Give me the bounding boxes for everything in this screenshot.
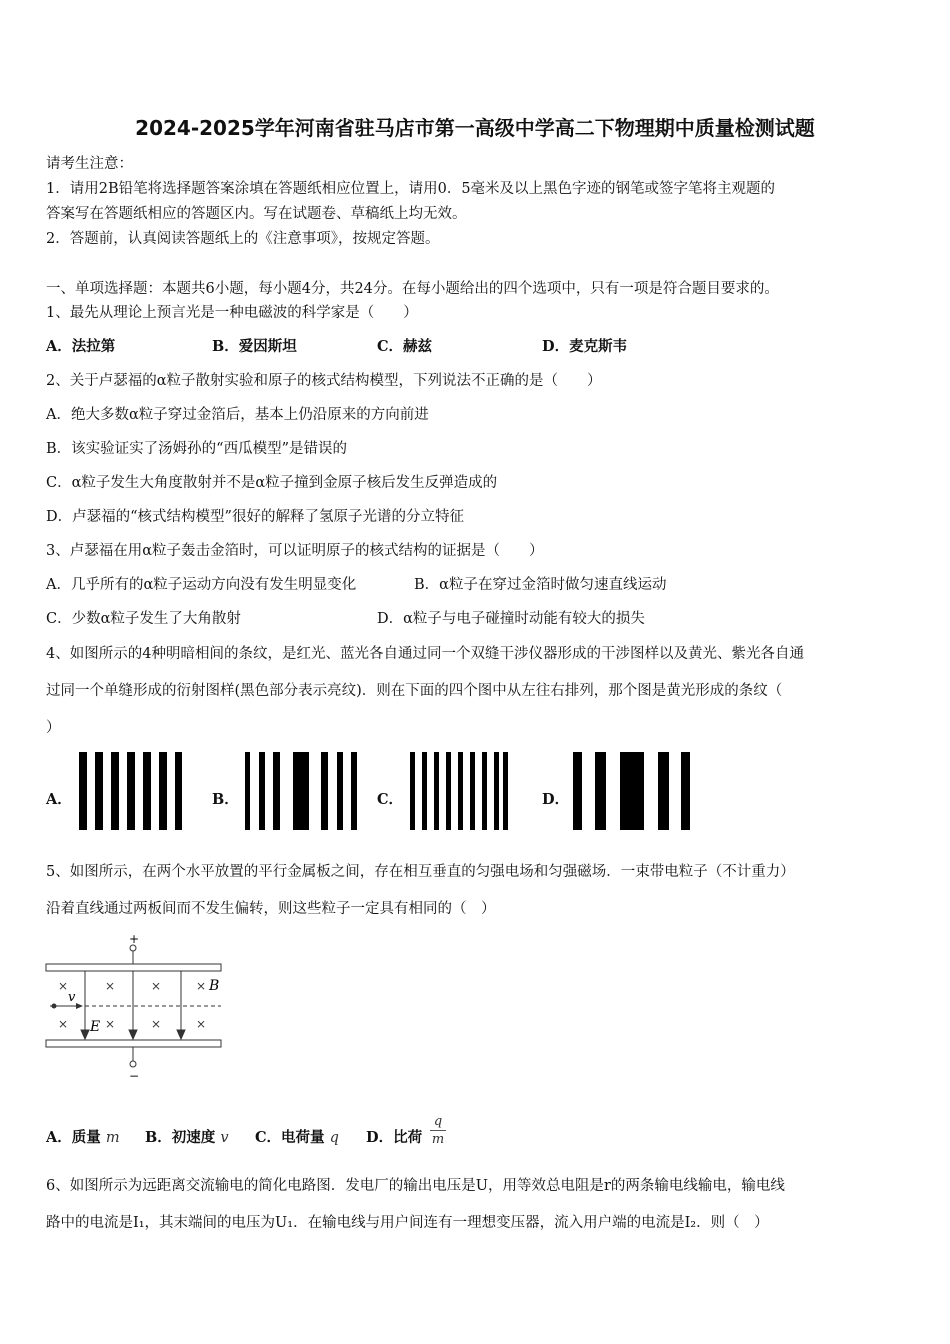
q3-option-d: D．α粒子与电子碰撞时动能有较大的损失 xyxy=(377,611,645,627)
q6-stem-line-1: 6、如图所示为远距离交流输电的简化电路图．发电厂的输出电压是U，用等效总电阻是r的两条输电线输电，输电线 xyxy=(46,1178,785,1194)
bottom-terminal xyxy=(130,1061,136,1067)
magnetic-cross: × xyxy=(151,979,162,993)
q5-stem-line-1: 5、如图所示，在两个水平放置的平行金属板之间，存在相互垂直的匀强电场和匀强磁场．一束带电粒子（不计重力） xyxy=(46,864,795,880)
q3-option-c: C．少数α粒子发生了大角散射 xyxy=(46,611,241,627)
notice-item-1-line-1: 1．请用2B铅笔将选择题答案涂填在答题纸相应位置上，请用0．5毫米及以上黑色字迹的钢笔或签字笔将主观题的 xyxy=(46,181,776,197)
q1-option-b: B．爱因斯坦 xyxy=(212,338,297,355)
q5-option-d-label: D．比荷 xyxy=(366,1129,423,1146)
q5-option-b-label: B．初速度 xyxy=(145,1129,216,1146)
bottom-plate xyxy=(46,1040,221,1047)
fig-B-label: B xyxy=(209,978,220,994)
q5-option-a-label: A．质量 xyxy=(46,1129,101,1146)
q1-option-c: C．赫兹 xyxy=(377,338,433,355)
magnetic-cross: × xyxy=(196,979,207,993)
q1-option-a: A．法拉第 xyxy=(46,338,116,355)
q4-fringe-a xyxy=(78,752,183,830)
fig-v-label: v xyxy=(68,990,76,1005)
q4-option-b-label: B． xyxy=(212,791,239,808)
fig-E-label: E xyxy=(90,1019,101,1035)
section-1-heading: 一、单项选择题：本题共6小题，每小题4分，共24分。在每小题给出的四个选项中，只有一项是符合题目要求的。 xyxy=(46,281,779,297)
q4-option-a-label: A． xyxy=(46,791,72,808)
page-title: 2024-2025学年河南省驻马店市第一高级中学高二下物理期中质量检测试题 xyxy=(135,116,815,140)
q3-option-a: A．几乎所有的α粒子运动方向没有发生明显变化 xyxy=(46,577,357,593)
notice-heading: 请考生注意： xyxy=(46,156,133,172)
q6-stem-line-2: 路中的电流是I₁，其末端间的电压为U₁．在输电线与用户间连有一理想变压器，流入用户端的电流是I₂．则（ ） xyxy=(46,1215,769,1231)
magnetic-cross: × xyxy=(196,1017,207,1031)
fig-plus-label: + xyxy=(129,932,140,946)
q5-option-a-symbol: m xyxy=(105,1130,120,1146)
q4-stem-line-1: 4、如图所示的4种明暗相间的条纹，是红光、蓝光各自通过同一个双缝干涉仪器形成的干涉图样以及黄光、紫光各自通 xyxy=(46,646,804,662)
q2-option-a: A．绝大多数α粒子穿过金箔后，基本上仍沿原来的方向前进 xyxy=(46,407,429,423)
magnetic-cross: × xyxy=(58,1017,69,1031)
particle xyxy=(52,1004,57,1009)
notice-item-1-line-2: 答案写在答题纸相应的答题区内。写在试题卷、草稿纸上均无效。 xyxy=(46,206,467,222)
magnetic-cross: × xyxy=(151,1017,162,1031)
q4-fringe-b xyxy=(244,752,359,830)
q3-stem: 3、卢瑟福在用α粒子轰击金箔时，可以证明原子的核式结构的证据是（ ） xyxy=(46,543,544,559)
q3-option-b: B．α粒子在穿过金箔时做匀速直线运动 xyxy=(414,577,667,593)
q5-option-b-symbol: v xyxy=(220,1130,229,1146)
q4-stem-line-3: ） xyxy=(46,720,61,736)
q5-option-c xyxy=(255,1126,339,1147)
q5-option-c-label: C．电荷量 xyxy=(255,1129,325,1146)
q1-stem: 1、最先从理论上预言光是一种电磁波的科学家是（ ） xyxy=(46,305,418,321)
q5-figure xyxy=(40,928,240,1088)
q5-option-d-fraction xyxy=(430,1114,446,1147)
q5-option-c-symbol: q xyxy=(329,1130,339,1146)
q4-fringe-d xyxy=(572,752,692,830)
q1-option-d: D．麦克斯韦 xyxy=(542,338,628,355)
magnetic-cross: × xyxy=(58,979,69,993)
q5-stem-line-2: 沿着直线通过两板间而不发生偏转，则这些粒子一定具有相同的（ ） xyxy=(46,901,496,917)
q2-stem: 2、关于卢瑟福的α粒子散射实验和原子的核式结构模型，下列说法不正确的是（ ） xyxy=(46,373,602,389)
notice-item-2: 2．答题前，认真阅读答题纸上的《注意事项》，按规定答题。 xyxy=(46,231,440,247)
magnetic-cross: × xyxy=(105,1017,116,1031)
q4-fringe-c xyxy=(409,752,509,830)
fig-minus-label: − xyxy=(129,1069,140,1083)
q2-option-b: B．该实验证实了汤姆孙的“西瓜模型”是错误的 xyxy=(46,441,347,457)
top-plate xyxy=(46,964,221,971)
q2-option-d: D．卢瑟福的“核式结构模型”很好的解释了氢原子光谱的分立特征 xyxy=(46,509,464,525)
q4-option-d-label: D． xyxy=(542,791,570,808)
fraction-numerator: q xyxy=(433,1114,443,1129)
q4-option-c-label: C． xyxy=(377,791,404,808)
magnetic-cross: × xyxy=(105,979,116,993)
q4-stem-line-2: 过同一个单缝形成的衍射图样(黑色部分表示亮纹)．则在下面的四个图中从左往右排列，那个图是黄光形成的条纹（ xyxy=(46,683,783,699)
q5-option-a xyxy=(46,1126,120,1147)
q5-option-b xyxy=(145,1126,229,1147)
fraction-denominator: m xyxy=(431,1132,445,1147)
q2-option-c: C．α粒子发生大角度散射并不是α粒子撞到金原子核后发生反弹造成的 xyxy=(46,475,498,491)
